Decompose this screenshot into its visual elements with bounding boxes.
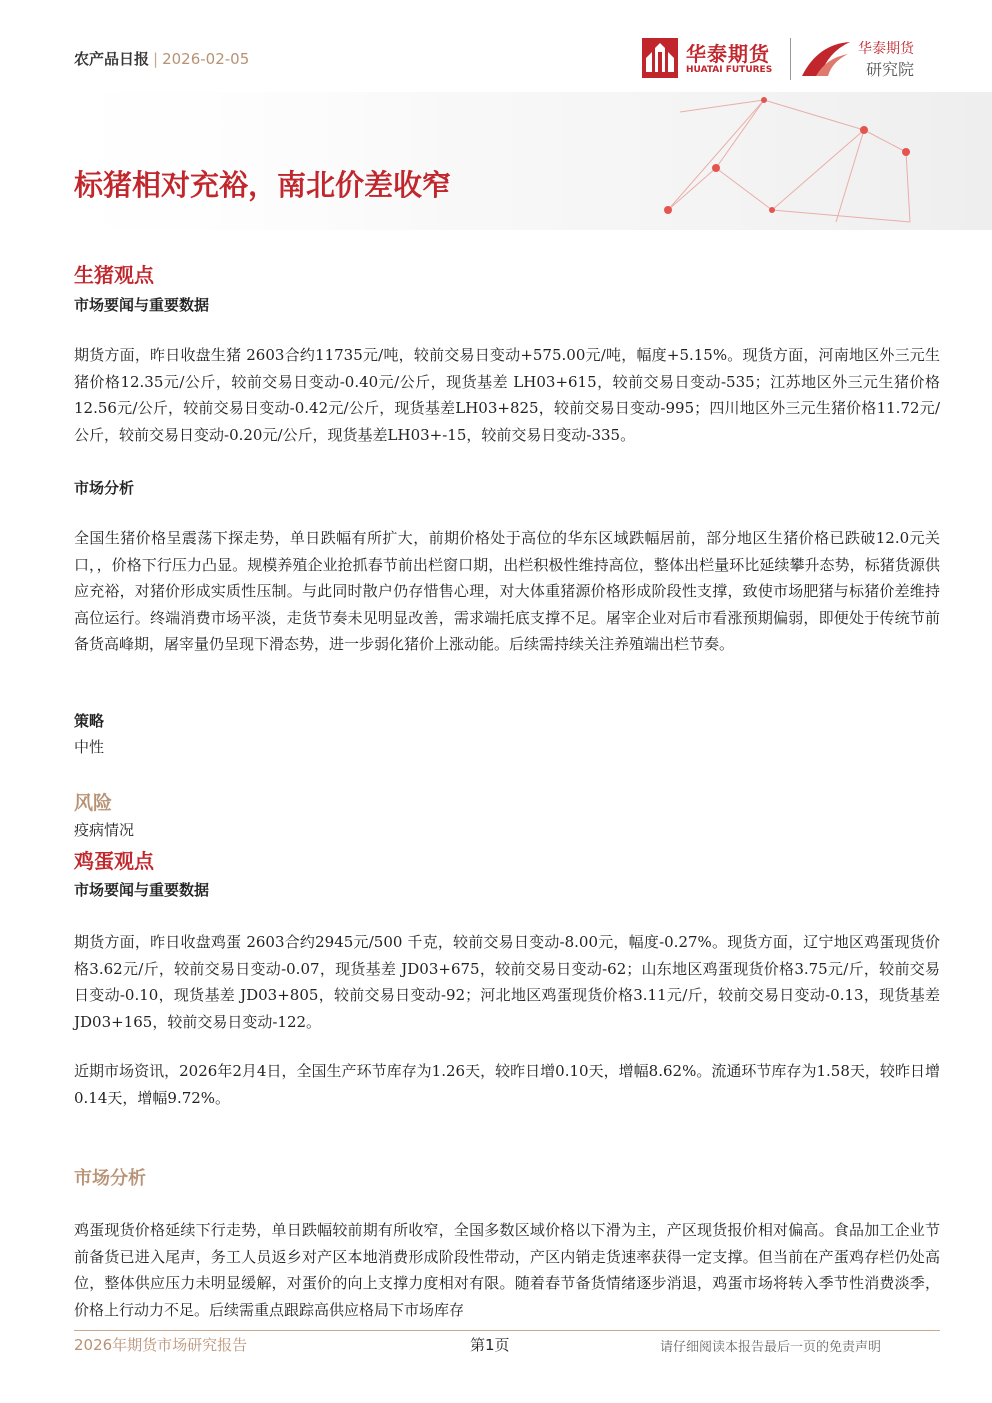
page-number: 第1页 bbox=[470, 1336, 510, 1354]
huatai-logo-icon bbox=[642, 38, 678, 78]
egg-news-paragraph: 期货方面，昨日收盘鸡蛋 2603合约2945元/500 千克，较前交易日变动-8.00元，幅度-0.27%。现货方面，辽宁地区鸡蛋现货价格3.62元/斤，较前交易日变动-0.07，现货基差 JD03+675，较前交易日变动-62；山东地区鸡蛋现货价格3.75元/斤，较前交易日变动-0.10，现货基差 JD03+805，较前交易日变动-92；河北地区鸡蛋现货价格3.11元/斤，较前交易日变动-0.13，现货基差 JD03+165，较前交易日变动-122。 bbox=[74, 933, 940, 1031]
strategy-text: 中性 bbox=[74, 738, 105, 756]
egg-section-heading: 鸡蛋观点 bbox=[74, 849, 154, 873]
strategy-heading: 策略 bbox=[74, 712, 105, 730]
report-header-tag bbox=[74, 48, 249, 69]
report-date: 2026-02-05 bbox=[162, 50, 250, 68]
research-institute-logo bbox=[798, 36, 928, 82]
brand-name: 华泰期货 bbox=[686, 42, 770, 66]
pig-news-heading: 市场要闻与重要数据 bbox=[74, 296, 210, 314]
risk-heading: 风险 bbox=[74, 792, 113, 814]
egg-analysis-heading: 市场分析 bbox=[74, 1168, 146, 1189]
institute-swoosh-icon bbox=[798, 36, 856, 82]
pig-analysis-heading: 市场分析 bbox=[74, 479, 135, 497]
header-separator: | bbox=[153, 50, 159, 68]
report-title: 标猪相对充裕，南北价差收窄 bbox=[74, 168, 452, 202]
risk-text: 疫病情况 bbox=[74, 821, 135, 839]
disclaimer-note: 请仔细阅读本报告最后一页的免责声明 bbox=[660, 1340, 882, 1355]
institute-name-line2: 研究院 bbox=[866, 60, 915, 79]
pig-analysis-paragraph: 全国生猪价格呈震荡下探走势，单日跌幅有所扩大，前期价格处于高位的华东区域跌幅居前，部分地区生猪价格已跌破12.0元关口，，价格下行压力凸显。规模养殖企业抢抓春节前出栏窗口期，出栏积极性维持高位，整体出栏量环比延续攀升态势，标猪货源供应充裕，对猪价形成实质性压制。与此同时散户仍存惜售心理，对大体重猪源价格形成阶段性支撑，致使市场肥猪与标猪价差维持高位运行。终端消费市场平淡，走货节奏未见明显改善，需求端托底支撑不足。屠宰企业对后市看涨预期偏弱，即便处于传统节前备货高峰期，屠宰量仍呈现下滑态势，进一步弱化猪价上涨动能。后续需持续关注养殖端出栏节奏。 bbox=[74, 529, 940, 653]
huatai-futures-logo bbox=[642, 38, 782, 80]
egg-inventory-paragraph: 近期市场资讯，2026年2月4日，全国生产环节库存为1.26天，较昨日增0.10天，增幅8.62%。流通环节库存为1.58天，较昨日增0.14天，增幅9.72%。 bbox=[74, 1062, 940, 1107]
report-type: 农产品日报 bbox=[74, 50, 150, 68]
egg-news-heading: 市场要闻与重要数据 bbox=[74, 881, 210, 899]
brand-subtitle: HUATAI FUTURES bbox=[686, 65, 773, 75]
pig-news-paragraph: 期货方面，昨日收盘生猪 2603合约11735元/吨，较前交易日变动+575.00元/吨，幅度+5.15%。现货方面，河南地区外三元生猪价格12.35元/公斤，较前交易日变动-0.40元/公斤，现货基差 LH03+615，较前交易日变动-535；江苏地区外三元生猪价格 12.56元/公斤，较前交易日变动-0.42元/公斤，现货基差LH03+825，较前交易日变动-995；四川地区外三元生猪价格11.72元/公斤，较前交易日变动-0.20元/公斤，现货基差LH03+-15，较前交易日变动-335。 bbox=[74, 346, 940, 444]
footer-divider bbox=[74, 1330, 940, 1331]
egg-analysis-paragraph: 鸡蛋现货价格延续下行走势，单日跌幅较前期有所收窄，全国多数区域价格以下滑为主，产区现货报价相对偏高。食品加工企业节前备货已进入尾声，务工人员返乡对产区本地消费形成阶段性带动，产区内销走货速率获得一定支撑。但当前在产蛋鸡存栏仍处高位，整体供应压力未明显缓解，对蛋价的向上支撑力度相对有限。随着春节备货情绪逐步消退，鸡蛋市场将转入季节性消费淡季，价格上行动力不足。后续需重点跟踪高供应格局下市场库存 bbox=[74, 1221, 940, 1319]
title-banner-graphic bbox=[0, 92, 992, 230]
pig-section-heading: 生猪观点 bbox=[74, 263, 154, 287]
institute-name-line1: 华泰期货 bbox=[858, 41, 914, 57]
logo-divider bbox=[790, 38, 791, 80]
footer-report-name: 2026年期货市场研究报告 bbox=[74, 1336, 248, 1354]
